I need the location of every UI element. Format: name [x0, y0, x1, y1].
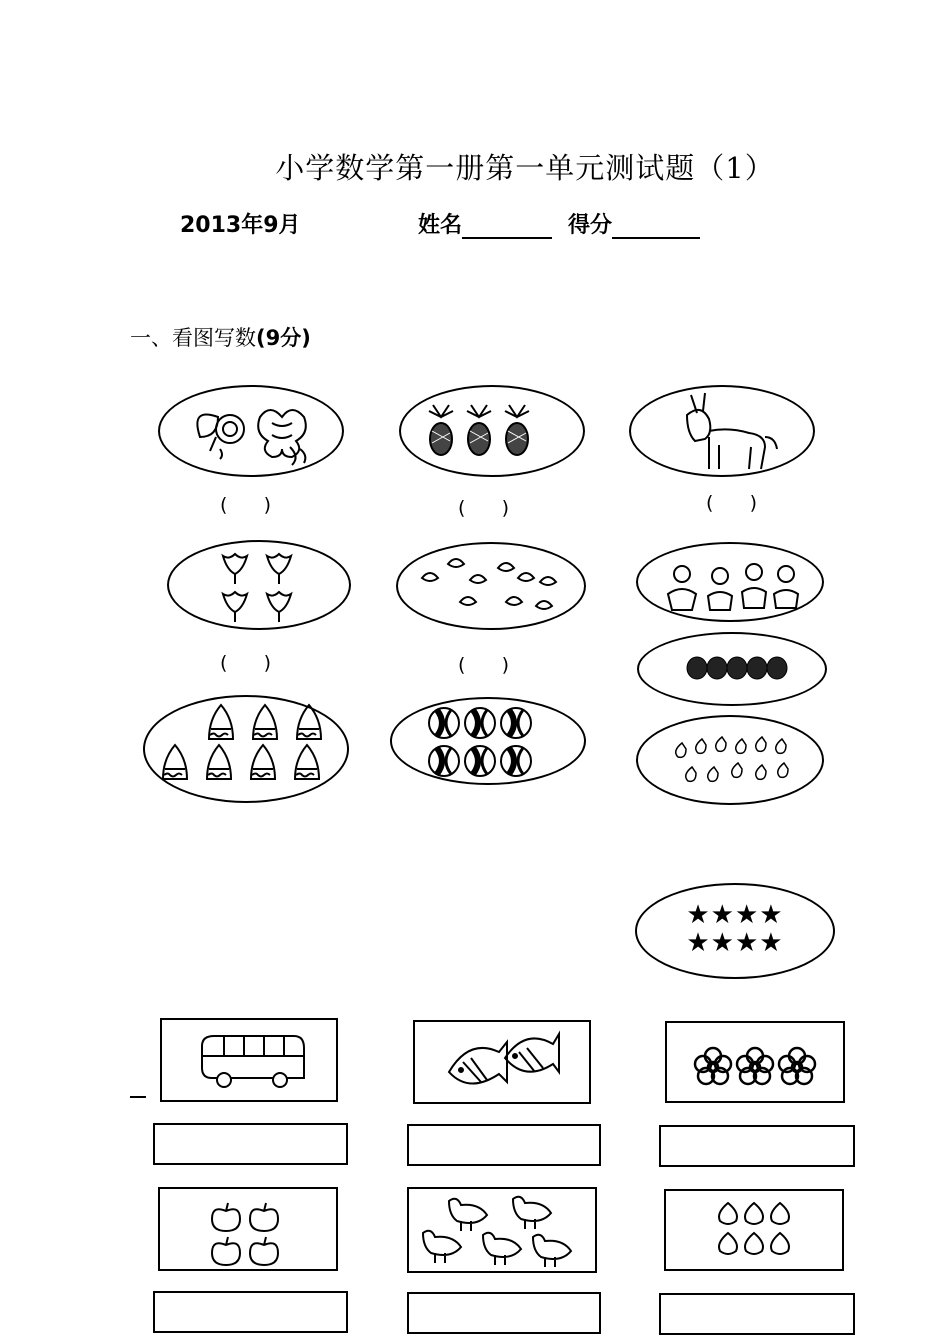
section-heading	[130, 322, 311, 352]
oval-children	[636, 542, 824, 622]
name-label: 姓名	[418, 213, 463, 238]
star-icon	[637, 901, 833, 957]
butterfly-icon	[160, 387, 346, 479]
oval-dark-beads	[637, 632, 827, 706]
answer-blank[interactable]: ( )	[458, 497, 510, 519]
pear-icon	[638, 717, 826, 807]
oval-butterflies	[158, 385, 344, 477]
children-icon	[638, 544, 826, 624]
box-peaches	[664, 1189, 844, 1271]
bird-icon	[398, 544, 588, 632]
answer-box[interactable]	[153, 1123, 348, 1165]
answer-blank[interactable]: ( )	[458, 654, 510, 676]
oval-donkey	[629, 385, 815, 477]
chicken-icon	[409, 1189, 599, 1275]
oval-bamboo-shoots	[143, 695, 349, 803]
stars-row: ★★★★	[686, 928, 784, 958]
peach-icon	[666, 1191, 846, 1273]
bamboo-shoot-icon	[145, 697, 351, 805]
oval-pears	[636, 715, 824, 805]
oval-pineapples	[399, 385, 585, 477]
oval-birds	[396, 542, 586, 630]
dark-bead-icon	[639, 634, 829, 708]
answer-box[interactable]	[407, 1292, 601, 1334]
flower-bud-icon	[169, 542, 353, 632]
apple-icon	[160, 1189, 340, 1273]
box-fish	[413, 1020, 591, 1104]
donkey-icon	[631, 387, 817, 479]
answer-blank[interactable]: ( )	[220, 652, 272, 674]
name-blank	[462, 213, 552, 239]
box-flowers	[665, 1021, 845, 1103]
page-title: 小学数学第一册第一单元测试题（1）	[275, 151, 775, 185]
answer-blank[interactable]: ( )	[706, 492, 758, 514]
answer-box[interactable]	[407, 1124, 601, 1166]
score-blank	[612, 213, 700, 239]
section-prefix: 一、看图写数	[130, 326, 256, 350]
box-bus	[160, 1018, 338, 1102]
fish-icon	[415, 1022, 593, 1106]
flower-icon	[667, 1023, 847, 1105]
box-chickens	[407, 1187, 597, 1273]
score-field	[568, 208, 700, 239]
box-apples	[158, 1187, 338, 1271]
dash-mark	[130, 1096, 146, 1098]
stars-row: ★★★★	[686, 900, 784, 930]
test-date: 2013年9月	[180, 213, 301, 238]
name-field	[418, 208, 552, 239]
answer-box[interactable]	[659, 1293, 855, 1335]
answer-box[interactable]	[153, 1291, 348, 1333]
oval-stars	[635, 883, 835, 979]
bus-icon	[162, 1020, 340, 1104]
score-label: 得分	[568, 213, 613, 238]
oval-balls	[390, 697, 586, 785]
section-points: (9分)	[256, 326, 311, 350]
oval-flower-buds	[167, 540, 351, 630]
pineapple-icon	[401, 387, 587, 479]
answer-box[interactable]	[659, 1125, 855, 1167]
ball-icon	[392, 699, 588, 787]
answer-blank[interactable]: ( )	[220, 494, 272, 516]
